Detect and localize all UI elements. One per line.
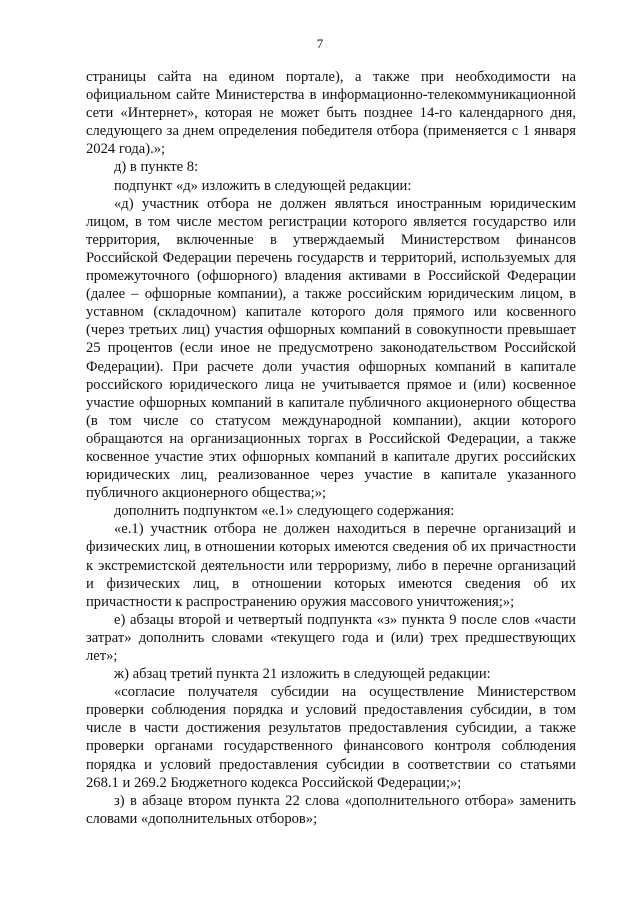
- paragraph: з) в абзаце втором пункта 22 слова «дополнительного отбора» заменить словами «дополнительных отборов»;: [86, 792, 576, 827]
- paragraph: «д) участник отбора не должен являться иностранным юридическим лицом, в том числе местом регистрации которого является государство или территория, включенные в утверждаемый Министерством финансов Российской Федерации перечень государств и территорий, используемых для промежуточного (офшорного) владения активами в Российской Федерации (далее – офшорные компании), а также российским юридическим лицом, в уставном (складочном) капитале которого доля прямого или косвенного (через третьих лиц) участия офшорных компаний в совокупности превышает 25 процентов (если иное не предусмотрено законодательством Российской Федерации). При расчете доли участия офшорных компаний в капитале российского юридического лица не учитывается прямое и (или) косвенное участие офшорных компаний в капитале публичного акционерного общества (в том числе со статусом международной компании), акции которого обращаются на организационных торгах в Российской Федерации, а также косвенное участие этих офшорных компаний в капитале других российских юридических лиц, реализованное через участие в капитале указанного публичного акционерного общества;»;: [86, 195, 576, 502]
- paragraph: подпункт «д» изложить в следующей редакции:: [114, 177, 412, 194]
- paragraph: е) абзацы второй и четвертый подпункта «з» пункта 9 после слов «части затрат» дополнить словами «текущего года и (или) трех предшествующих лет»;: [86, 611, 576, 664]
- paragraph: «согласие получателя субсидии на осуществление Министерством проверки соблюдения порядка и условий предоставления субсидии, в том числе в части достижения результатов предоставления субсидии, а также проверки органами государственного финансового контроля соблюдения порядка и условий предоставления субсидии в соответствии со статьями 268.1 и 269.2 Бюджетного кодекса Российской Федерации;»;: [86, 684, 576, 791]
- paragraph: д) в пункте 8:: [114, 159, 199, 176]
- paragraph: дополнить подпунктом «е.1» следующего содержания:: [114, 503, 455, 520]
- paragraph: страницы сайта на едином портале), а также при необходимости на официальном сайте Министерства в информационно-телекоммуникационной сети «Интернет», которая не может быть позднее 14-го календарного дня, следующего за днем определения победителя отбора (применяется с 1 января 2024 года).»;: [86, 69, 576, 158]
- paragraph: «е.1) участник отбора не должен находиться в перечне организаций и физических лиц, в отношении которых имеются сведения об их причастности к экстремистской деятельности или терроризму, либо в перечне организаций и физических лиц, в отношении которых имеются сведения об их причастности к распространению оружия массового уничтожения;»;: [86, 521, 576, 610]
- document-body: [86, 68, 576, 828]
- paragraph: ж) абзац третий пункта 21 изложить в следующей редакции:: [114, 666, 491, 683]
- page-number: 7: [316, 36, 324, 51]
